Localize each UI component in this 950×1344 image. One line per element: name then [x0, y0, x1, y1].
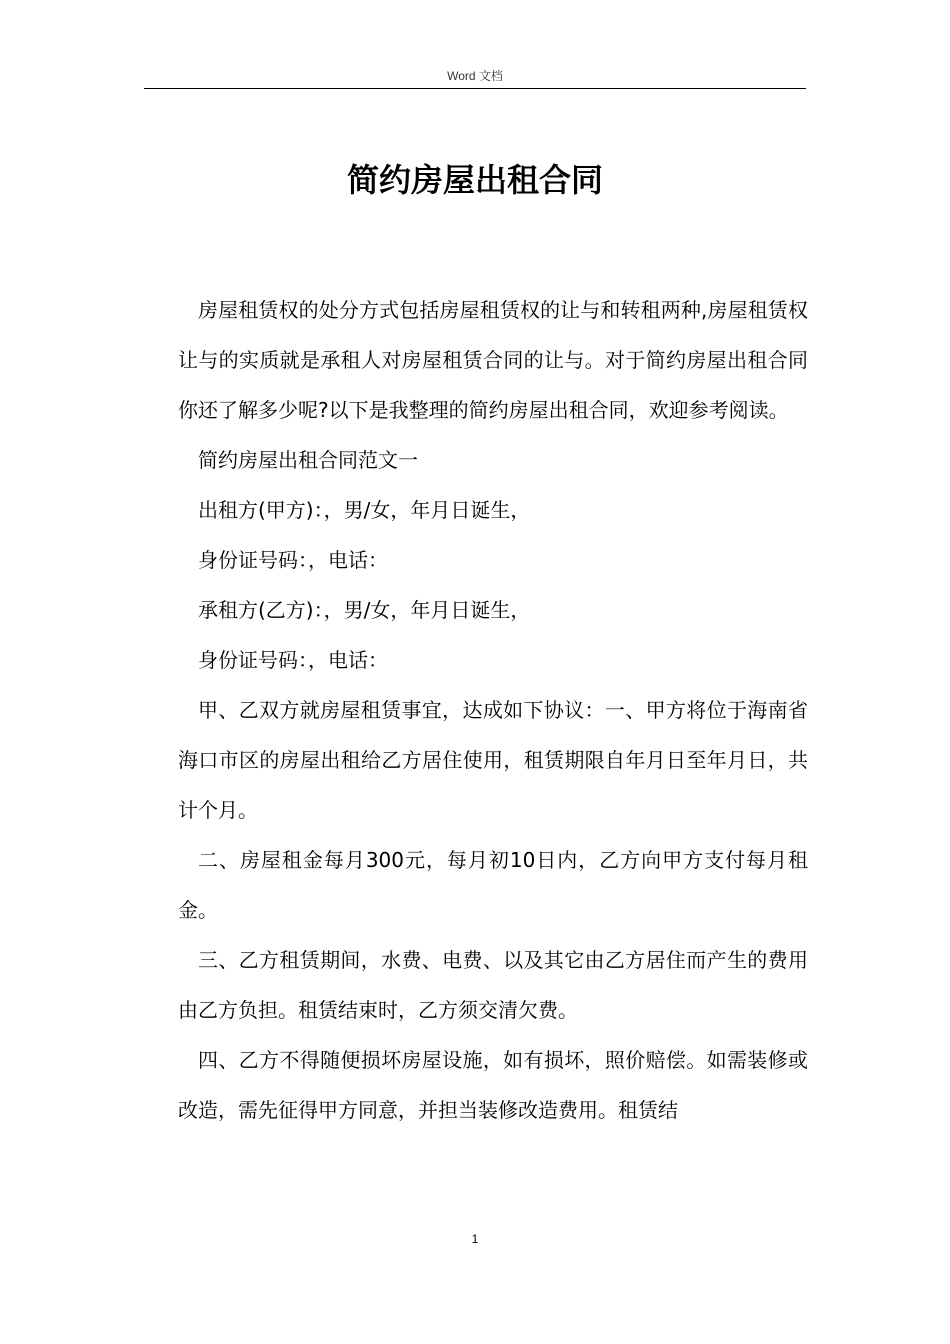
- paragraph-clause-3: 三、乙方租赁期间，水费、电费、以及其它由乙方居住而产生的费用由乙方负担。租赁结束时，乙方须交清欠费。: [178, 948, 808, 1022]
- paragraph-clause-4: 四、乙方不得随便损坏房屋设施，如有损坏，照价赔偿。如需装修或改造，需先征得甲方同意，并担当装修改造费用。租赁结: [178, 1048, 808, 1122]
- paragraph-sample-heading: 简约房屋出租合同范文一: [198, 448, 418, 472]
- page-number: 1: [471, 1232, 479, 1246]
- paragraph-lessor-id: 身份证号码：，电话：: [198, 548, 388, 572]
- paragraph-clause-2: 二、房屋租金每月300元，每月初10日内，乙方向甲方支付每月租金。: [178, 848, 808, 922]
- paragraph-lessee: 承租方(乙方)：，男/女，年月日诞生，: [198, 598, 531, 622]
- paragraph-clause-1: 甲、乙双方就房屋租赁事宜，达成如下协议：一、甲方将位于海南省海口市区的房屋出租给乙方居住使用，租赁期限自年月日至年月日，共计个月。: [178, 698, 808, 822]
- paragraph-lessor: 出租方(甲方)：，男/女，年月日诞生，: [198, 498, 531, 522]
- document-body: [178, 285, 808, 1135]
- header-text: Word 文档: [447, 69, 503, 83]
- paragraph-lessee-id: 身份证号码：，电话：: [198, 648, 388, 672]
- document-title: 简约房屋出租合同: [346, 161, 603, 199]
- page-header: [144, 66, 806, 89]
- paragraph-intro: 房屋租赁权的处分方式包括房屋租赁权的让与和转租两种,房屋租赁权让与的实质就是承租人对房屋租赁合同的让与。对于简约房屋出租合同你还了解多少呢?以下是我整理的简约房屋出租合同，欢迎参考阅读。: [178, 298, 808, 422]
